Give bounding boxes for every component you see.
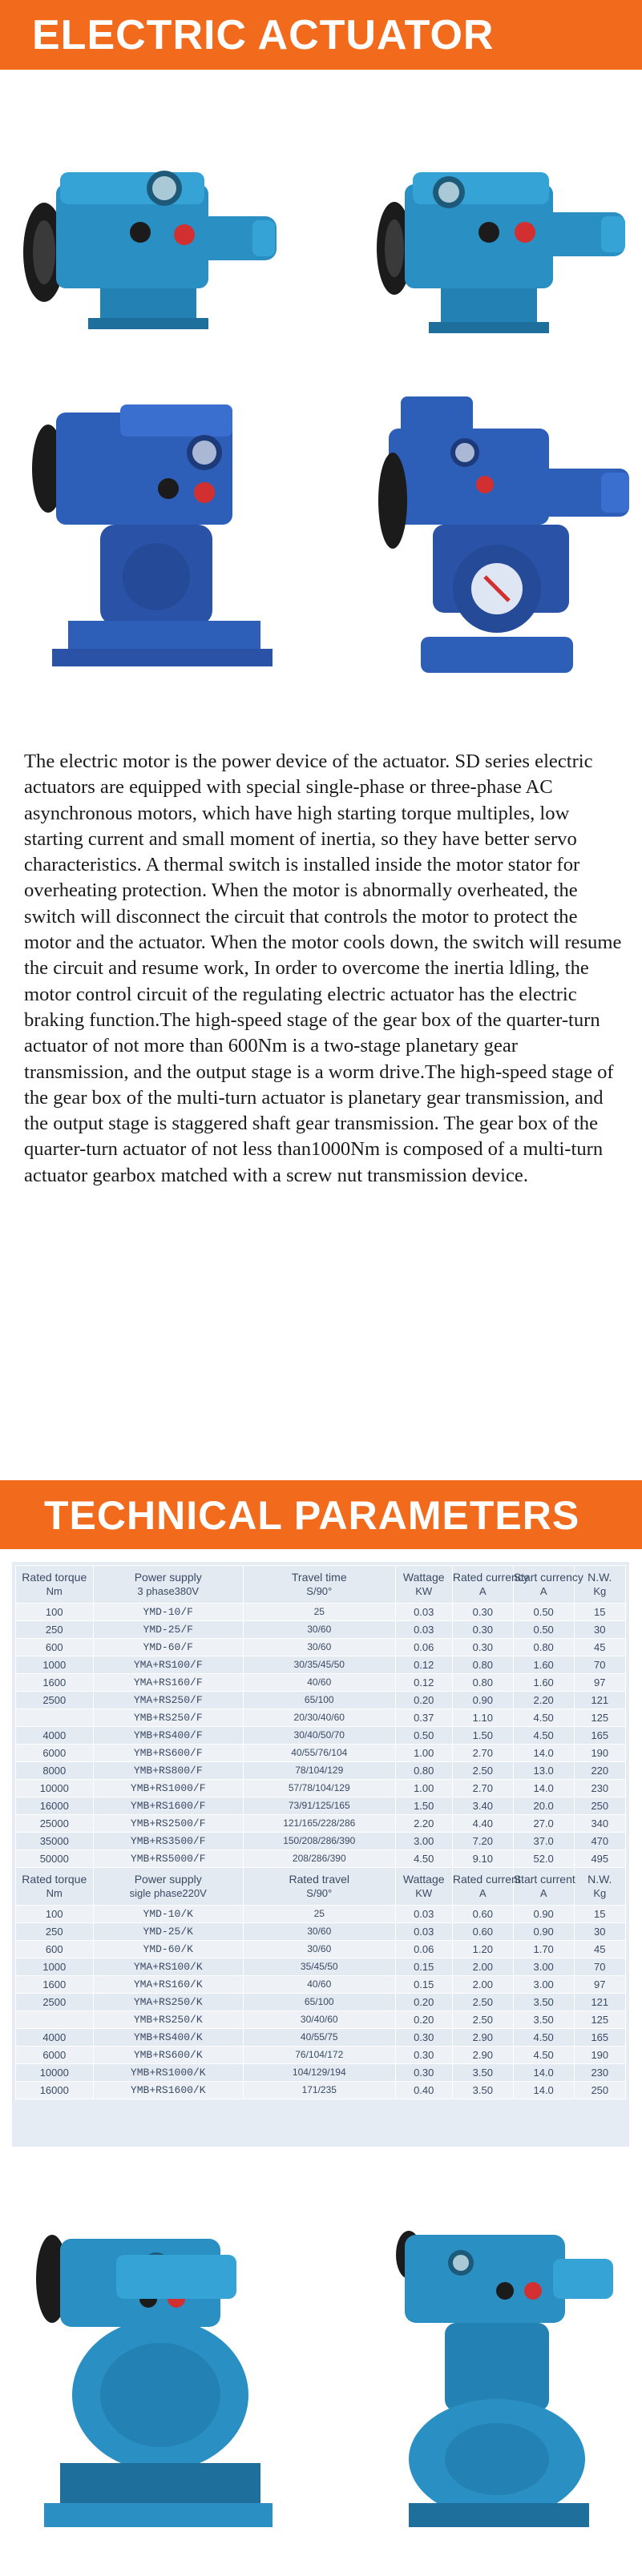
table-cell-rated-cur: 2.70 — [452, 1745, 513, 1762]
table-row — [16, 1833, 626, 1850]
table-cell-watt: 0.03 — [395, 1906, 452, 1923]
table-cell-start-cur: 1.70 — [513, 1941, 574, 1958]
table-cell-rated-cur: 0.30 — [452, 1639, 513, 1656]
table-header-row — [16, 1868, 626, 1906]
table-cell-torque: 100 — [16, 1906, 94, 1923]
table-cell-nw: 30 — [574, 1621, 625, 1639]
table-cell-travel: 30/35/45/50 — [243, 1656, 395, 1674]
table-cell-watt: 0.20 — [395, 1994, 452, 2011]
table-cell-rated-cur: 0.60 — [452, 1906, 513, 1923]
table-cell-power: YMA+RS160/F — [93, 1674, 243, 1692]
table-cell-rated-cur: 0.80 — [452, 1674, 513, 1692]
table-cell-start-cur: 20.0 — [513, 1797, 574, 1815]
table-cell-torque: 6000 — [16, 2047, 94, 2064]
table-row — [16, 1639, 626, 1656]
table-cell-travel: 30/60 — [243, 1923, 395, 1941]
table-cell-rated-cur: 0.30 — [452, 1604, 513, 1621]
table-cell-rated-cur: 0.60 — [452, 1923, 513, 1941]
table-cell-rated-cur: 2.50 — [452, 1762, 513, 1780]
table-row — [16, 2047, 626, 2064]
table-row — [16, 1709, 626, 1727]
header-cell-torque — [16, 1868, 94, 1906]
table-cell-watt: 0.20 — [395, 1692, 452, 1709]
table-cell-travel: 171/235 — [243, 2082, 395, 2099]
table-cell-nw: 70 — [574, 1656, 625, 1674]
table-cell-watt: 0.50 — [395, 1727, 452, 1745]
table-cell-torque: 16000 — [16, 1797, 94, 1815]
table-cell-watt: 1.00 — [395, 1780, 452, 1797]
table-cell-nw: 165 — [574, 1727, 625, 1745]
table-cell-torque: 25000 — [16, 1815, 94, 1833]
header-label: Rated currency — [452, 1571, 529, 1584]
header-unit: A — [478, 1887, 487, 1899]
table-cell-travel: 57/78/104/129 — [243, 1780, 395, 1797]
table-cell-power: YMB+RS1000/F — [93, 1780, 243, 1797]
header-label: Travel time — [291, 1571, 347, 1584]
table-cell-watt: 0.30 — [395, 2064, 452, 2082]
table-cell-watt: 0.20 — [395, 2011, 452, 2029]
table-cell-torque: 35000 — [16, 1833, 94, 1850]
actuator-image-4 — [377, 396, 641, 685]
table-cell-travel: 40/55/75 — [243, 2029, 395, 2047]
table-cell-travel: 30/40/50/70 — [243, 1727, 395, 1745]
table-cell-travel: 73/91/125/165 — [243, 1797, 395, 1815]
table-cell-watt: 0.12 — [395, 1674, 452, 1692]
table-cell-torque: 8000 — [16, 1762, 94, 1780]
header-cell-rated-cur — [452, 1566, 529, 1604]
table-row — [16, 1797, 626, 1815]
table-cell-start-cur: 52.0 — [513, 1850, 574, 1868]
table-cell-power: YMB+RS5000/F — [93, 1850, 243, 1868]
table-cell-start-cur: 0.90 — [513, 1906, 574, 1923]
table-cell-start-cur: 4.50 — [513, 1709, 574, 1727]
page-title: ELECTRIC ACTUATOR — [32, 12, 495, 58]
table-cell-watt: 0.03 — [395, 1604, 452, 1621]
header-unit: Kg — [593, 1585, 607, 1597]
table-cell-power: YMD-60/K — [93, 1941, 243, 1958]
header-unit: Nm — [46, 1887, 63, 1899]
table-cell-power: YMB+RS1600/K — [93, 2082, 243, 2099]
table-cell-power: YMD-10/K — [93, 1906, 243, 1923]
table-cell-travel: 76/104/172 — [243, 2047, 395, 2064]
table-cell-start-cur: 4.50 — [513, 1727, 574, 1745]
table-cell-power: YMD-25/K — [93, 1923, 243, 1941]
actuator-image-3 — [24, 405, 273, 697]
table-cell-travel: 208/286/390 — [243, 1850, 395, 1868]
table-cell-nw: 45 — [574, 1941, 625, 1958]
table-cell-travel: 35/45/50 — [243, 1958, 395, 1976]
table-cell-nw: 220 — [574, 1762, 625, 1780]
table-cell-travel: 121/165/228/286 — [243, 1815, 395, 1833]
table-cell-rated-cur: 1.50 — [452, 1727, 513, 1745]
table-cell-watt: 0.15 — [395, 1958, 452, 1976]
table-cell-nw: 97 — [574, 1674, 625, 1692]
parameters-grid — [15, 1565, 626, 2099]
header-label: Start currency — [513, 1571, 583, 1584]
table-cell-rated-cur: 0.80 — [452, 1656, 513, 1674]
table-cell-watt: 0.03 — [395, 1621, 452, 1639]
header-unit: S/90° — [306, 1585, 333, 1597]
table-cell-watt: 0.06 — [395, 1941, 452, 1958]
table-cell-torque: 4000 — [16, 1727, 94, 1745]
header-unit: sigle phase220V — [129, 1887, 207, 1899]
table-cell-start-cur: 3.50 — [513, 2011, 574, 2029]
table-cell-start-cur: 2.20 — [513, 1692, 574, 1709]
table-cell-torque: 1600 — [16, 1674, 94, 1692]
table-cell-start-cur: 3.50 — [513, 1994, 574, 2011]
table-cell-start-cur: 4.50 — [513, 2029, 574, 2047]
table-cell-power: YMB+RS2500/F — [93, 1815, 243, 1833]
table-row — [16, 1815, 626, 1833]
table-cell-power: YMB+RS600/F — [93, 1745, 243, 1762]
table-cell-nw: 230 — [574, 2064, 625, 2082]
table-row — [16, 1958, 626, 1976]
header-label: Start current — [513, 1873, 575, 1886]
table-row — [16, 1906, 626, 1923]
header-cell-travel — [243, 1868, 395, 1906]
table-row — [16, 1656, 626, 1674]
table-cell-rated-cur: 0.30 — [452, 1621, 513, 1639]
table-cell-start-cur: 27.0 — [513, 1815, 574, 1833]
table-cell-power: YMA+RS160/K — [93, 1976, 243, 1994]
header-label: Wattage — [402, 1873, 445, 1886]
table-cell-start-cur: 4.50 — [513, 2047, 574, 2064]
table-cell-start-cur: 0.90 — [513, 1923, 574, 1941]
actuator-image-6 — [385, 2227, 617, 2547]
table-cell-nw: 470 — [574, 1833, 625, 1850]
table-cell-nw: 15 — [574, 1604, 625, 1621]
table-cell-power: YMD-10/F — [93, 1604, 243, 1621]
table-cell-nw: 190 — [574, 2047, 625, 2064]
header-label: N.W. — [587, 1571, 612, 1584]
table-row — [16, 1727, 626, 1745]
table-cell-torque: 600 — [16, 1941, 94, 1958]
header-label: N.W. — [587, 1873, 612, 1886]
table-cell-travel: 25 — [243, 1906, 395, 1923]
table-cell-travel: 65/100 — [243, 1692, 395, 1709]
table-cell-torque — [16, 1709, 94, 1727]
table-cell-watt: 0.40 — [395, 2082, 452, 2099]
table-cell-power: YMB+RS400/F — [93, 1727, 243, 1745]
table-cell-nw: 121 — [574, 1692, 625, 1709]
table-cell-nw: 165 — [574, 2029, 625, 2047]
table-cell-nw: 30 — [574, 1923, 625, 1941]
table-row — [16, 2064, 626, 2082]
table-cell-nw: 121 — [574, 1994, 625, 2011]
header-cell-nw — [574, 1868, 625, 1906]
table-header-row — [16, 1566, 626, 1604]
header-label: Power supply — [134, 1873, 202, 1886]
header-cell-power — [93, 1566, 243, 1604]
table-cell-torque: 1000 — [16, 1656, 94, 1674]
table-cell-power: YMB+RS250/F — [93, 1709, 243, 1727]
table-row — [16, 1674, 626, 1692]
table-cell-rated-cur: 3.50 — [452, 2082, 513, 2099]
top-banner — [0, 0, 642, 70]
table-cell-nw: 250 — [574, 2082, 625, 2099]
header-unit: KW — [415, 1887, 433, 1899]
header-unit: S/90° — [306, 1887, 333, 1899]
table-cell-travel: 104/129/194 — [243, 2064, 395, 2082]
table-cell-watt: 0.03 — [395, 1923, 452, 1941]
table-cell-nw: 15 — [574, 1906, 625, 1923]
table-row — [16, 1780, 626, 1797]
table-cell-power: YMA+RS250/F — [93, 1692, 243, 1709]
header-unit: Nm — [46, 1585, 63, 1597]
table-row — [16, 2082, 626, 2099]
table-cell-travel: 30/40/60 — [243, 2011, 395, 2029]
table-cell-nw: 70 — [574, 1958, 625, 1976]
table-cell-start-cur: 14.0 — [513, 2082, 574, 2099]
table-cell-power: YMB+RS800/F — [93, 1762, 243, 1780]
tech-section-title: TECHNICAL PARAMETERS — [44, 1493, 580, 1538]
table-cell-power: YMB+RS3500/F — [93, 1833, 243, 1850]
table-cell-power: YMB+RS1600/F — [93, 1797, 243, 1815]
header-unit: A — [539, 1585, 547, 1597]
table-cell-torque: 16000 — [16, 2082, 94, 2099]
table-row — [16, 1745, 626, 1762]
table-cell-travel: 40/60 — [243, 1674, 395, 1692]
table-cell-travel: 40/60 — [243, 1976, 395, 1994]
table-cell-torque: 4000 — [16, 2029, 94, 2047]
table-cell-nw: 495 — [574, 1850, 625, 1868]
header-label: Rated torque — [22, 1571, 87, 1584]
table-cell-torque: 100 — [16, 1604, 94, 1621]
description-paragraph: The electric motor is the power device of the actuator. SD series electric actuators are equipped with special single-phase or three-phase AC asynchronous motors, which have high starting torque multiples, low starting current and small moment of inertia, so they have better servo characteristics. A thermal switch is installed inside the motor stator for overheating protection. When the motor is abnormally overheated, the switch will disconnect the circuit that controls the motor to protect the motor and the actuator. When the motor cools down, the switch will resume the circuit and resume work, In order to overcome the inertia ldling, the motor control circuit of the regulating electric actuator has the electric braking function.The high-speed stage of the gear box of the quarter-turn actuator of not more than 600Nm is a two-stage planetary gear transmission, and the output stage is a worm drive.The high-speed stage of the gear box of the multi-turn actuator is planetary gear transmission, and the output stage is staggered shaft gear transmission. The gear box of the quarter-turn actuator of not less than1000Nm is composed of a multi-turn actuator gearbox matched with a screw nut transmission device. — [24, 751, 622, 1186]
header-cell-power — [93, 1868, 243, 1906]
table-cell-power: YMB+RS600/K — [93, 2047, 243, 2064]
table-cell-watt: 0.80 — [395, 1762, 452, 1780]
table-cell-torque: 10000 — [16, 1780, 94, 1797]
parameters-table — [12, 1562, 629, 2147]
table-cell-start-cur: 3.00 — [513, 1976, 574, 1994]
table-row — [16, 1850, 626, 1868]
table-cell-torque: 1000 — [16, 1958, 94, 1976]
table-cell-torque: 6000 — [16, 1745, 94, 1762]
header-unit: A — [478, 1585, 487, 1597]
table-cell-watt: 1.00 — [395, 1745, 452, 1762]
table-cell-travel: 150/208/286/390 — [243, 1833, 395, 1850]
table-cell-watt: 3.00 — [395, 1833, 452, 1850]
actuator-image-5 — [28, 2223, 273, 2543]
table-cell-travel: 25 — [243, 1604, 395, 1621]
table-cell-rated-cur: 0.90 — [452, 1692, 513, 1709]
table-cell-torque: 10000 — [16, 2064, 94, 2082]
table-cell-start-cur: 0.50 — [513, 1621, 574, 1639]
table-cell-rated-cur: 2.50 — [452, 1994, 513, 2011]
table-row — [16, 1692, 626, 1709]
table-cell-rated-cur: 2.90 — [452, 2029, 513, 2047]
table-cell-watt: 0.37 — [395, 1709, 452, 1727]
table-cell-start-cur: 14.0 — [513, 1780, 574, 1797]
table-cell-travel: 78/104/129 — [243, 1762, 395, 1780]
table-cell-watt: 0.06 — [395, 1639, 452, 1656]
table-row — [16, 1762, 626, 1780]
table-cell-power: YMA+RS250/K — [93, 1994, 243, 2011]
header-cell-watt — [395, 1868, 452, 1906]
table-cell-watt: 0.30 — [395, 2029, 452, 2047]
table-cell-watt: 0.12 — [395, 1656, 452, 1674]
table-cell-power: YMA+RS100/F — [93, 1656, 243, 1674]
table-cell-nw: 230 — [574, 1780, 625, 1797]
table-row — [16, 1994, 626, 2011]
table-cell-power: YMB+RS250/K — [93, 2011, 243, 2029]
header-label: Rated travel — [289, 1873, 349, 1886]
table-row — [16, 2029, 626, 2047]
table-cell-rated-cur: 3.40 — [452, 1797, 513, 1815]
header-label: Rated current — [452, 1873, 521, 1886]
table-cell-power: YMD-25/F — [93, 1621, 243, 1639]
table-row — [16, 2011, 626, 2029]
table-cell-nw: 250 — [574, 1797, 625, 1815]
table-cell-watt: 0.30 — [395, 2047, 452, 2064]
header-label: Power supply — [134, 1571, 202, 1584]
table-row — [16, 1923, 626, 1941]
table-cell-torque: 2500 — [16, 1994, 94, 2011]
table-cell-nw: 340 — [574, 1815, 625, 1833]
table-cell-start-cur: 13.0 — [513, 1762, 574, 1780]
table-cell-start-cur: 1.60 — [513, 1674, 574, 1692]
table-cell-watt: 2.20 — [395, 1815, 452, 1833]
table-cell-rated-cur: 2.50 — [452, 2011, 513, 2029]
tech-banner — [0, 1480, 642, 1549]
table-row — [16, 1604, 626, 1621]
table-cell-rated-cur: 2.70 — [452, 1780, 513, 1797]
table-cell-rated-cur: 2.00 — [452, 1976, 513, 1994]
table-cell-power: YMB+RS1000/K — [93, 2064, 243, 2082]
actuator-image-2 — [369, 152, 633, 352]
header-unit: A — [539, 1887, 547, 1899]
table-cell-travel: 30/60 — [243, 1621, 395, 1639]
table-cell-rated-cur: 9.10 — [452, 1850, 513, 1868]
table-cell-nw: 125 — [574, 2011, 625, 2029]
table-cell-torque: 600 — [16, 1639, 94, 1656]
table-cell-start-cur: 3.00 — [513, 1958, 574, 1976]
table-cell-nw: 125 — [574, 1709, 625, 1727]
table-cell-torque — [16, 2011, 94, 2029]
table-cell-nw: 190 — [574, 1745, 625, 1762]
table-row — [16, 1621, 626, 1639]
table-cell-power: YMB+RS400/K — [93, 2029, 243, 2047]
table-cell-start-cur: 14.0 — [513, 1745, 574, 1762]
table-cell-start-cur: 37.0 — [513, 1833, 574, 1850]
table-cell-rated-cur: 3.50 — [452, 2064, 513, 2082]
table-cell-power: YMA+RS100/K — [93, 1958, 243, 1976]
table-cell-rated-cur: 4.40 — [452, 1815, 513, 1833]
table-cell-torque: 250 — [16, 1923, 94, 1941]
table-cell-rated-cur: 2.00 — [452, 1958, 513, 1976]
header-label: Rated torque — [22, 1873, 87, 1886]
table-cell-start-cur: 1.60 — [513, 1656, 574, 1674]
table-cell-travel: 65/100 — [243, 1994, 395, 2011]
table-cell-start-cur: 14.0 — [513, 2064, 574, 2082]
table-row — [16, 1941, 626, 1958]
header-cell-rated-cur — [452, 1868, 521, 1906]
table-cell-watt: 0.15 — [395, 1976, 452, 1994]
table-cell-rated-cur: 1.20 — [452, 1941, 513, 1958]
table-cell-watt: 4.50 — [395, 1850, 452, 1868]
table-cell-travel: 40/55/76/104 — [243, 1745, 395, 1762]
table-cell-torque: 250 — [16, 1621, 94, 1639]
header-cell-travel — [243, 1566, 395, 1604]
table-cell-torque: 2500 — [16, 1692, 94, 1709]
table-cell-rated-cur: 1.10 — [452, 1709, 513, 1727]
actuator-image-1 — [12, 140, 285, 352]
table-cell-nw: 45 — [574, 1639, 625, 1656]
header-cell-watt — [395, 1566, 452, 1604]
table-cell-rated-cur: 7.20 — [452, 1833, 513, 1850]
header-unit: Kg — [593, 1887, 607, 1899]
table-cell-rated-cur: 2.90 — [452, 2047, 513, 2064]
table-cell-start-cur: 0.50 — [513, 1604, 574, 1621]
table-cell-travel: 20/30/40/60 — [243, 1709, 395, 1727]
table-cell-watt: 1.50 — [395, 1797, 452, 1815]
table-cell-torque: 1600 — [16, 1976, 94, 1994]
header-label: Wattage — [402, 1571, 445, 1584]
table-cell-travel: 30/60 — [243, 1639, 395, 1656]
header-cell-torque — [16, 1566, 94, 1604]
table-cell-travel: 30/60 — [243, 1941, 395, 1958]
table-cell-nw: 97 — [574, 1976, 625, 1994]
header-cell-start-cur — [513, 1868, 574, 1906]
header-unit: 3 phase380V — [137, 1585, 200, 1597]
header-cell-start-cur — [513, 1566, 583, 1604]
table-row — [16, 1976, 626, 1994]
table-cell-power: YMD-60/F — [93, 1639, 243, 1656]
table-cell-start-cur: 0.80 — [513, 1639, 574, 1656]
header-unit: KW — [415, 1585, 433, 1597]
table-cell-torque: 50000 — [16, 1850, 94, 1868]
